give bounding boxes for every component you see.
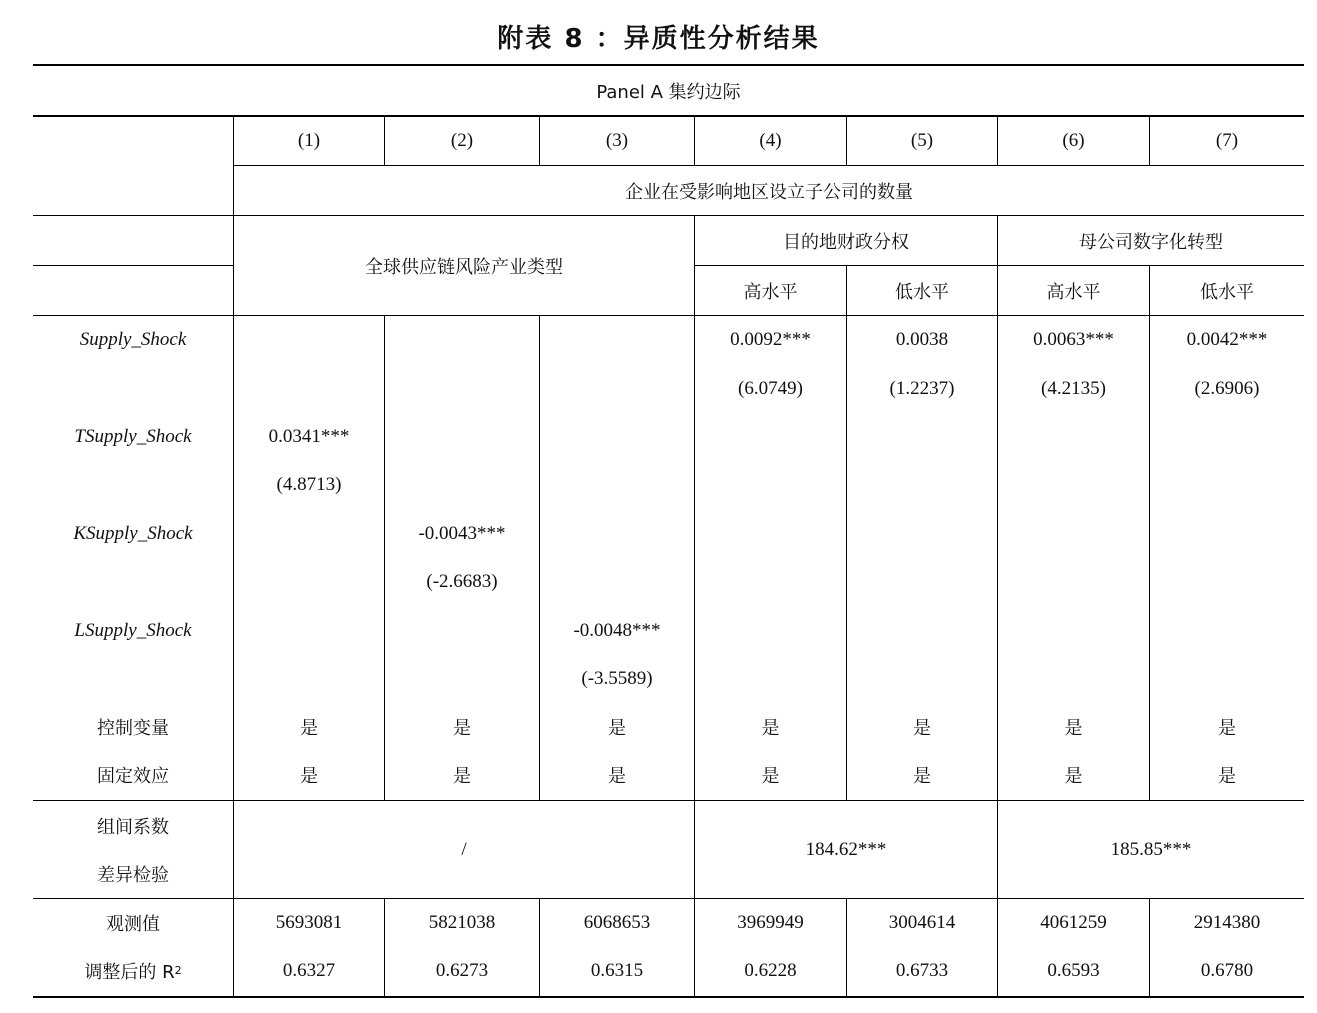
subgroup-7: 低水平 [1200,281,1254,303]
tstat-c5: (1.2237) [889,378,955,399]
obs-c6: 4061259 [1040,912,1107,933]
fe-rule [33,800,1304,801]
r2-c1: 0.6327 [282,960,336,981]
fe-c6: 是 [1064,766,1083,787]
group-rule-left [33,265,234,266]
r2-c7: 0.6780 [1200,960,1254,981]
diff-test-g2: 184.62*** [805,839,887,860]
tstat-c7: (2.6906) [1194,378,1260,399]
coef-c7: 0.0042*** [1186,329,1268,350]
panel-label: Panel A 集约边际 [596,81,741,103]
coef-c6: 0.0063*** [1033,329,1114,350]
col-header-5: (5) [910,130,934,151]
col-header-6: (6) [1062,130,1085,151]
bottom-rule [33,996,1304,998]
r2-c6: 0.6593 [1047,960,1100,981]
subgroup-4: 高水平 [743,281,798,303]
subgroup-5: 低水平 [895,281,949,303]
diff-test-g3: 185.85*** [1110,839,1192,860]
controls-c6: 是 [1064,718,1083,739]
coef-c2: -0.0043*** [418,523,506,544]
controls-c1: 是 [300,718,318,739]
fixed-effects-label: 固定效应 [97,766,169,787]
obs-label: 观测值 [106,914,160,935]
coef-c3: -0.0048*** [573,620,661,641]
coef-c4: 0.0092*** [730,329,811,350]
diff-test-g1: / [461,839,467,860]
fe-c4: 是 [761,766,780,787]
col-header-3: (3) [605,130,629,151]
tstat-c1: (4.8713) [276,474,342,495]
group-digital-transformation: 母公司数字化转型 [1079,231,1223,253]
controls-c3: 是 [608,718,626,739]
col-header-2: (2) [450,130,474,151]
controls-c7: 是 [1218,718,1236,739]
obs-c2: 5821038 [428,912,496,933]
dependent-variable: 企业在受影响地区设立子公司的数量 [625,181,913,203]
diff-test-label-2: 差异检验 [97,865,169,886]
coef-c5: 0.0038 [895,329,949,350]
col-header-4: (4) [759,130,782,151]
subgroup-6: 高水平 [1046,281,1101,303]
obs-c7: 2914380 [1193,912,1261,933]
obs-c4: 3969949 [737,912,804,933]
obs-c5: 3004614 [888,912,956,933]
controls-label: 控制变量 [97,718,169,739]
obs-c3: 6068653 [583,912,651,933]
r2-c2: 0.6273 [435,960,489,981]
coef-c1: 0.0341*** [268,426,350,447]
tstat-c3: (-3.5589) [581,668,653,689]
group-fiscal-decentralization: 目的地财政分权 [783,231,909,253]
r2-c3: 0.6315 [590,960,644,981]
table-title: 附表 8 ：异质性分析结果 [497,24,820,54]
col-header-7: (7) [1215,130,1239,151]
tstat-c4: (6.0749) [738,378,803,399]
r2-label-text: 调整后的 R [84,962,175,983]
var-ksupply-shock: KSupply_Shock [73,523,193,544]
tstat-c2: (-2.6683) [426,571,498,592]
fe-c5: 是 [913,766,931,787]
fe-c2: 是 [453,766,471,787]
diff-test-label-1: 组间系数 [97,817,169,838]
col-header-1: (1) [297,130,321,151]
controls-c2: 是 [453,718,471,739]
tstat-c6: (4.2135) [1041,378,1106,399]
var-supply-shock: Supply_Shock [79,329,187,350]
fe-c1: 是 [300,766,318,787]
obs-c1: 5693081 [275,912,343,933]
controls-c5: 是 [913,718,931,739]
r2-c4: 0.6228 [744,960,797,981]
group-supply-chain-risk: 全球供应链风险产业类型 [365,256,563,278]
fe-c7: 是 [1218,766,1236,787]
var-lsupply-shock: LSupply_Shock [74,620,192,641]
r2-c5: 0.6733 [895,960,949,981]
controls-c4: 是 [761,718,780,739]
var-tsupply-shock: TSupply_Shock [74,426,192,447]
r2-label: 调整后的 R 2 [33,947,233,995]
fe-c3: 是 [608,766,626,787]
